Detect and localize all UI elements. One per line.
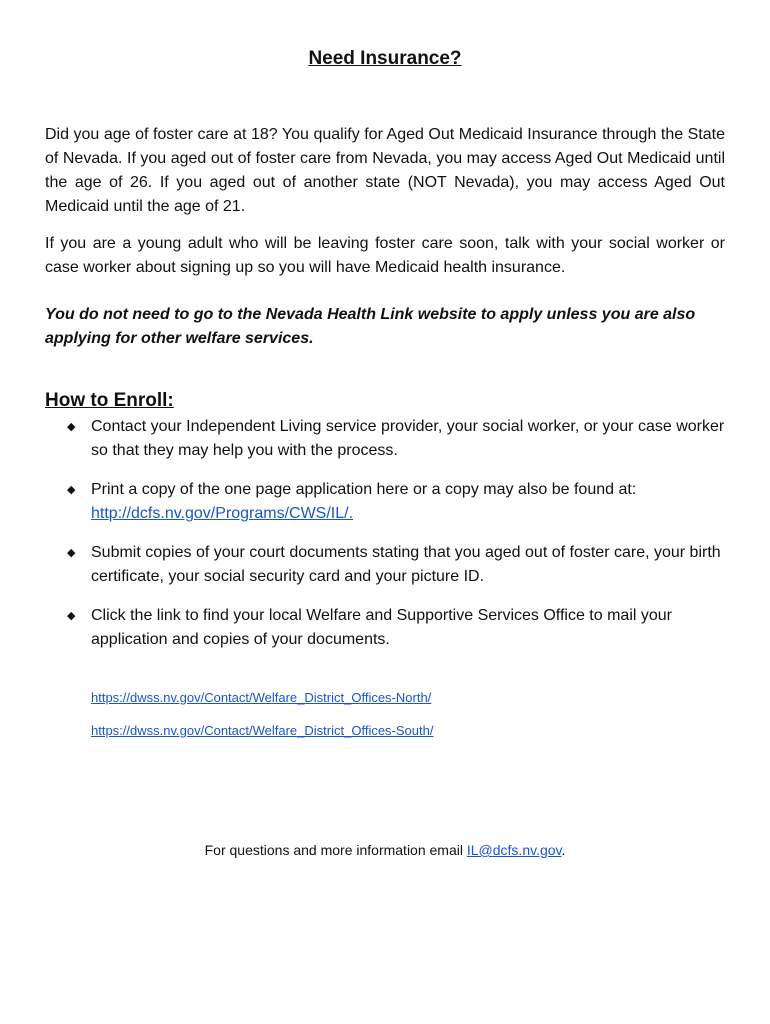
footer-contact — [0, 842, 770, 858]
list-item — [45, 604, 735, 652]
footer-suffix: . — [561, 842, 566, 858]
step-text: Print a copy of the one page application here or a copy may also be found at: — [91, 481, 637, 498]
step-text: Click the link to find your local Welfare and Supportive Services Office to mail your application and copies of your documents. — [91, 607, 672, 648]
welfare-office-north-link[interactable]: https://dwss.nv.gov/Contact/Welfare_District_Offices-North/ — [91, 690, 432, 705]
step-text: Submit copies of your court documents stating that you aged out of foster care, your birth certificate, your social security card and your picture ID. — [91, 544, 721, 585]
enroll-heading: How to Enroll: — [45, 390, 174, 411]
welfare-office-south-link[interactable]: https://dwss.nv.gov/Contact/Welfare_District_Offices-South/ — [91, 723, 434, 738]
contact-email-link[interactable]: IL@dcfs.nv.gov — [466, 842, 562, 858]
diamond-bullet-icon: ◆ — [67, 421, 76, 433]
list-item — [45, 541, 735, 589]
dcfs-il-program-link[interactable]: http://dcfs.nv.gov/Programs/CWS/IL/. — [91, 505, 354, 522]
aged-out-paragraph: Did you age of foster care at 18? You qualify for Aged Out Medicaid Insurance through the State of Nevada. If you aged out of foster care from Nevada, you may access Aged Out Medicaid until the age of 26. If you aged out of another state (NOT Nevada), you may access Aged Out Medicaid until the age of 21. — [45, 126, 725, 215]
diamond-bullet-icon: ◆ — [67, 484, 76, 496]
list-item — [45, 415, 735, 463]
enroll-steps-list — [45, 415, 735, 667]
diamond-bullet-icon: ◆ — [67, 610, 76, 622]
step-text: Contact your Independent Living service provider, your social worker, or your case worker so that they may help you with the process. — [91, 418, 725, 459]
footer-text: For questions and more information email — [204, 842, 467, 858]
page-title: Need Insurance? — [308, 48, 462, 69]
notice-paragraph: You do not need to go to the Nevada Health Link website to apply unless you are also applying for other welfare services. — [45, 306, 696, 347]
leaving-care-paragraph: If you are a young adult who will be leaving foster care soon, talk with your social worker or case worker about signing up so you will have Medicaid health insurance. — [45, 235, 725, 276]
diamond-bullet-icon: ◆ — [67, 547, 76, 559]
list-item — [45, 478, 735, 526]
